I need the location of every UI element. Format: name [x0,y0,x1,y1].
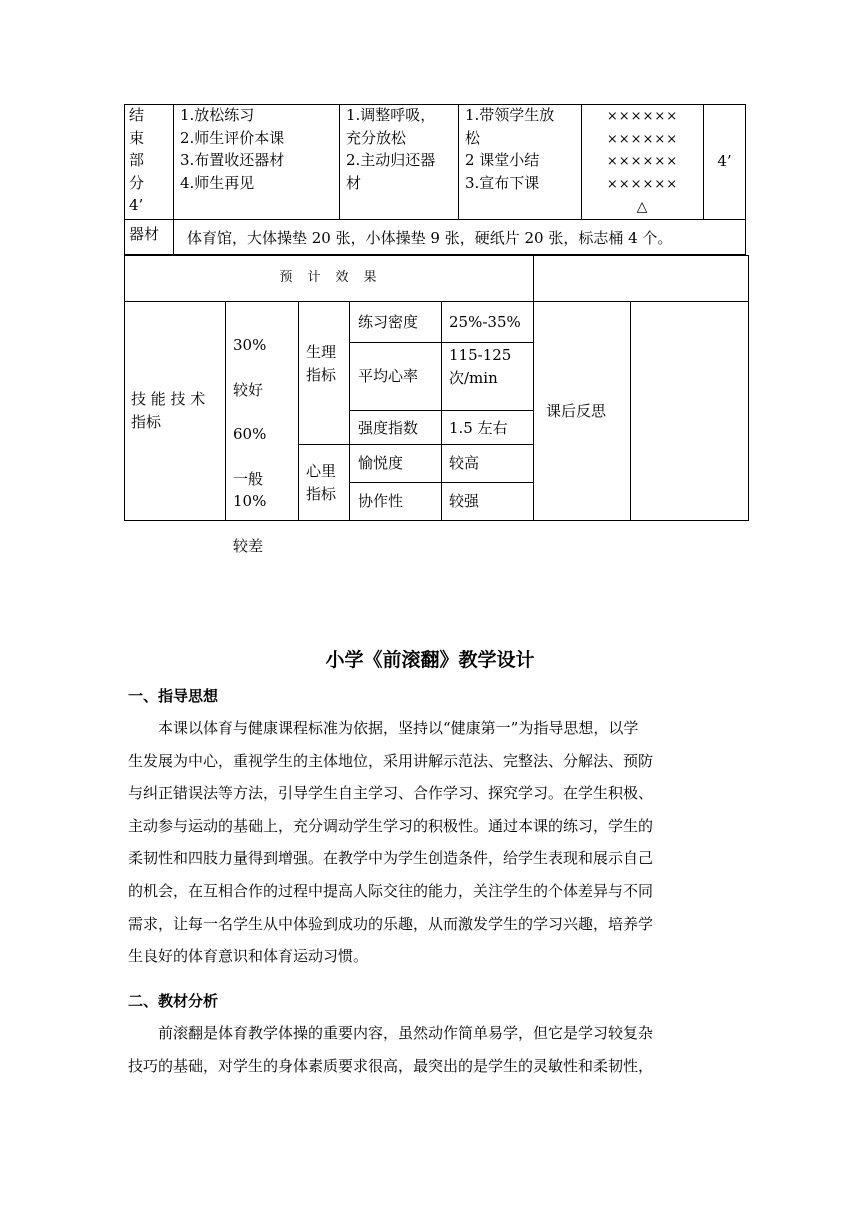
paragraph-line: 前滚翻是体育教学体操的重要内容，虽然动作简单易学，但它是学习较复杂 [158,1024,654,1042]
paragraph-line: 需求，让每一名学生从中体验到成功的乐趣，从而激发学生的学习兴趣，培养学 [128,914,654,933]
formation-row: ×××××× [606,176,679,192]
section-heading-material-analysis: 二、教材分析 [128,992,219,1010]
skill-level-desc: 较差 [233,536,264,555]
formation-row: ×××××× [606,154,679,169]
end-section-content: 1.放松练习 2.师生评价本课 3.布置收还器材 4.师生再见 [180,106,285,192]
paragraph-line: 生良好的体育意识和体育运动习惯。 [128,947,369,966]
metric-name: 愉悦度 [358,454,404,472]
skill-level-pct: 60% [233,424,267,443]
physiological-indicator-label: 生理 指标 [306,343,337,384]
skill-level-poor [233,467,293,580]
post-lesson-reflection-label: 课后反思 [545,402,606,420]
section-heading-guiding-ideology: 一、指导思想 [128,687,219,705]
metric-value: 较高 [449,454,480,472]
metric-name: 平均心率 [358,367,419,385]
metric-value: 25%-35% [449,313,521,331]
skill-level-desc: 一般 [233,469,264,488]
skill-level-pct: 10% [233,491,267,510]
end-section-teacher-activity: 1.带领学生放 松 2 课堂小结 3.宣布下课 [465,106,555,192]
paragraph-line: 的机会，在互相合作的过程中提高人际交往的能力，关注学生的个体差异与不同 [128,881,654,900]
paragraph-line: 生发展为中心，重视学生的主体地位，采用讲解示范法、完整法、分解法、预防 [128,751,654,770]
skill-indicator-label: 技 能 技 术 指标 [131,390,206,431]
end-section-time: 4’ [717,152,732,170]
metric-value: 1.5 左右 [449,419,508,437]
skill-level-pct: 30% [233,335,267,354]
psychological-indicator-label: 心里 指标 [306,462,337,503]
paragraph-line: 技巧的基础，对学生的身体素质要求很高，最突出的是学生的灵敏性和柔韧性， [128,1056,654,1075]
end-section-label: 结 束 部 分 4’ [129,106,145,214]
equipment-value: 体育馆，大体操垫 20 张，小体操垫 9 张，硬纸片 20 张，标志桶 4 个。 [187,229,673,247]
expected-effect-header: 预 计 效 果 [279,270,378,285]
paragraph-line: 本课以体育与健康课程标准为依据，坚持以“健康第一”为指导思想，以学 [158,719,639,737]
metric-value: 115-125 次/min [449,346,512,387]
end-section-student-activity: 1.调整呼吸， 充分放松 2.主动归还器 材 [346,106,436,192]
document-title: 小学《前滚翻》教学设计 [325,649,535,671]
skill-level-desc: 较好 [233,380,264,399]
formation-row: ×××××× [606,131,679,147]
formation-diagram [582,106,703,219]
paragraph-line: 与纠正错误法等方法，引导学生自主学习、合作学习、探究学习。在学生积极、 [128,784,654,803]
metric-name: 练习密度 [358,313,419,331]
material-analysis-paragraph [128,1017,740,1082]
paragraph-line: 柔韧性和四肢力量得到增强。在教学中为学生创造条件，给学生表现和展示自己 [128,849,654,868]
formation-row: ×××××× [606,109,679,124]
teacher-position-mark: △ [636,199,649,215]
metric-value: 较强 [449,492,480,510]
equipment-label: 器材 [129,225,160,243]
paragraph-line: 主动参与运动的基础上，充分调动学生学习的积极性。通过本课的练习，学生的 [128,816,654,835]
metric-name: 协作性 [358,492,404,510]
metric-name: 强度指数 [358,419,419,437]
guiding-ideology-paragraph [128,712,740,973]
